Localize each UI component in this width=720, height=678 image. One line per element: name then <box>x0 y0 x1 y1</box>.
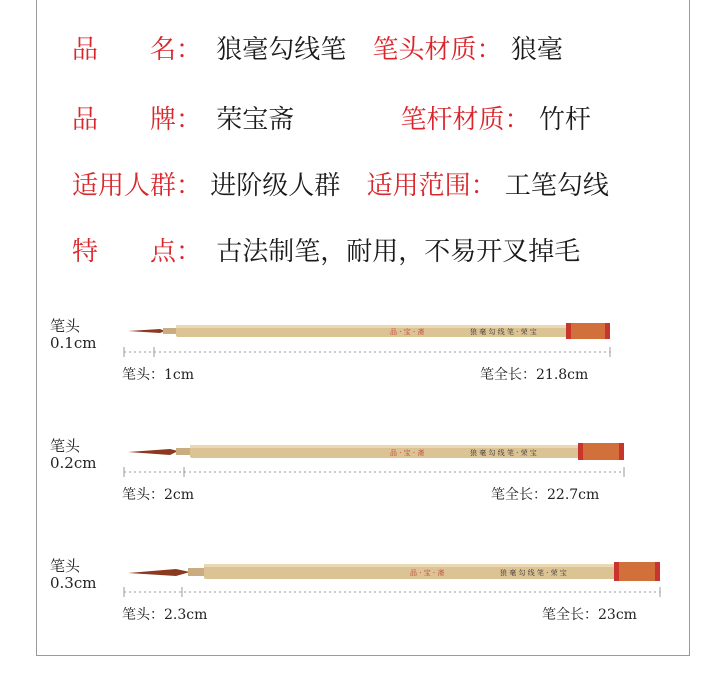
svg-text:品 · 宝 · 斋: 品 · 宝 · 斋 <box>390 449 425 457</box>
pen-2-tip-width-label: 笔头 <box>50 437 81 455</box>
pen-2-tip-width-value: 0.2cm <box>50 454 97 472</box>
pen-3-tip-width-label: 笔头 <box>50 557 81 575</box>
pen-3-total-length: 笔全长：23cm <box>542 607 637 623</box>
pen-2-tip-length: 笔头：2cm <box>122 487 195 503</box>
svg-text:狼 毫 勾 线 笔 · 荣 宝: 狼 毫 勾 线 笔 · 荣 宝 <box>500 569 567 577</box>
spec-value-shaft-material: 竹杆 <box>538 105 591 135</box>
spec-label-users: 适用人群： <box>72 171 203 201</box>
spec-label-brand: 品 牌： <box>72 105 202 135</box>
pen-1-tip-width-label: 笔头 <box>50 317 81 335</box>
spec-value-name: 狼毫勾线笔 <box>216 35 347 65</box>
svg-text:狼 毫 勾 线 笔 · 荣 宝: 狼 毫 勾 线 笔 · 荣 宝 <box>470 328 537 336</box>
spec-label-feature: 特 点： <box>72 237 202 267</box>
svg-text:狼 毫 勾 线 笔 · 荣 宝: 狼 毫 勾 线 笔 · 荣 宝 <box>470 449 537 457</box>
pen-3-tip-width-value: 0.3cm <box>50 574 97 592</box>
spec-label-name: 品 名： <box>72 35 202 65</box>
pen-3-tip-length: 笔头：2.3cm <box>122 607 208 623</box>
spec-value-scope: 工笔勾线 <box>504 171 609 201</box>
spec-value-brand: 荣宝斋 <box>216 105 295 135</box>
pen-1-tip-width-value: 0.1cm <box>50 334 97 352</box>
pen-1-tip-length: 笔头：1cm <box>122 367 195 383</box>
spec-label-shaft-material: 笔杆材质： <box>400 105 531 135</box>
spec-label-scope: 适用范围： <box>366 171 497 201</box>
svg-text:品 · 宝 · 斋: 品 · 宝 · 斋 <box>390 328 425 336</box>
svg-text:品 · 宝 · 斋: 品 · 宝 · 斋 <box>410 569 445 577</box>
pen-1-total-length: 笔全长：21.8cm <box>480 367 589 383</box>
spec-value-feature: 古法制笔，耐用，不易开叉掉毛 <box>216 237 581 267</box>
pen-2-total-length: 笔全长：22.7cm <box>491 487 600 503</box>
spec-label-tip-material: 笔头材质： <box>372 35 503 65</box>
spec-value-users: 进阶级人群 <box>210 171 341 201</box>
spec-value-tip-material: 狼毫 <box>510 35 563 65</box>
